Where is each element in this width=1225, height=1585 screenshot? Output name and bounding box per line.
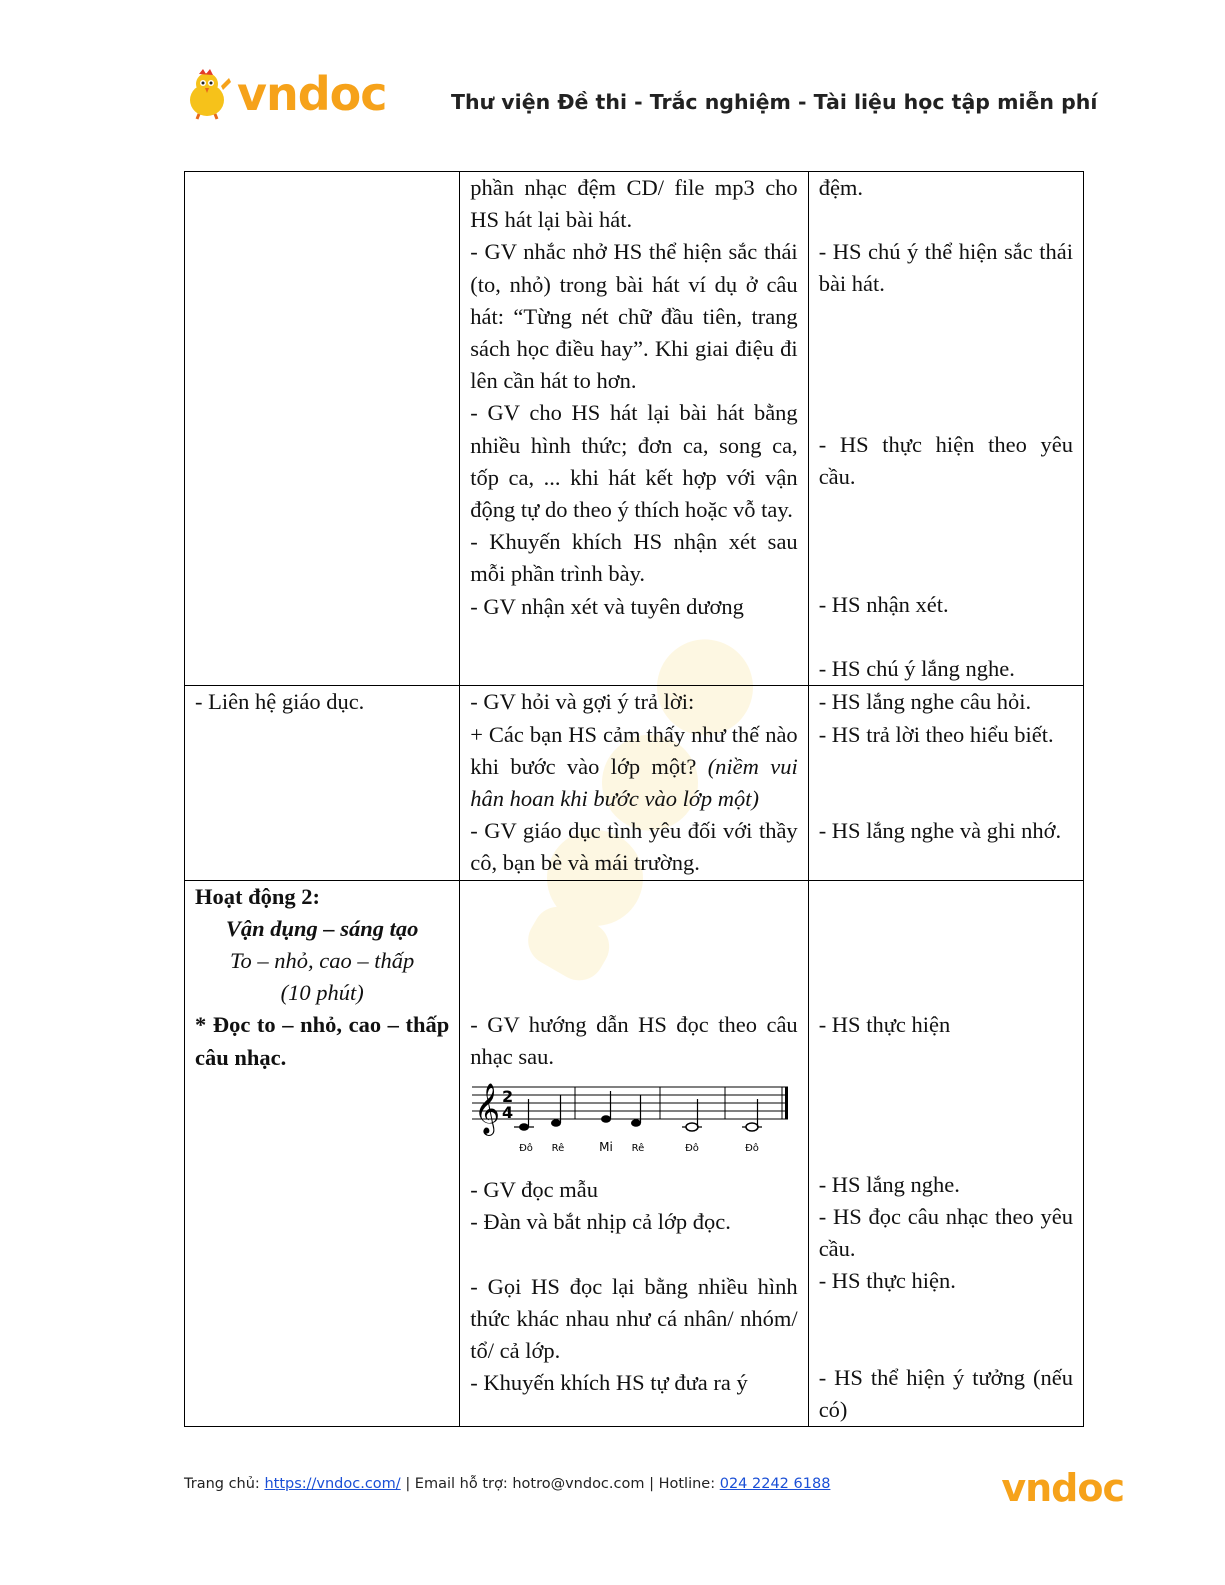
teacher-text: - GV hỏi và gợi ý trả lời: <box>470 689 695 715</box>
teacher-activity-cell <box>460 686 808 880</box>
music-note <box>686 1123 698 1131</box>
student-text: đệm. <box>818 175 864 200</box>
teacher-text: - GV hướng dẫn HS đọc theo câu nhạc sau. <box>470 1011 798 1069</box>
student-text: - HS lắng nghe câu hỏi. <box>818 689 1032 715</box>
activity-cell <box>185 880 460 1426</box>
note-label: Rê <box>551 1143 565 1155</box>
activity-topic: To – nhỏ, cao – thấp <box>230 948 415 974</box>
teacher-text: - GV nhắc nhở HS thể hiện sắc thái (to, nhỏ) trong bài hát ví dụ ở câu hát: “Từng nét chữ đầu tiên, trang sách học điều hay”. Khi giai điệu đi lên cần hát to hơn. <box>470 239 798 394</box>
activity-text: - Liên hệ giáo dục. <box>195 689 365 715</box>
teacher-text: - Khuyến khích HS nhận xét sau mỗi phần trình bày. <box>470 529 798 587</box>
activity-heading: Hoạt động 2: <box>195 883 321 909</box>
music-note <box>746 1123 758 1131</box>
student-activity-cell <box>808 172 1083 686</box>
student-text: - HS lắng nghe và ghi nhớ. <box>818 817 1062 843</box>
page-footer <box>184 1466 1124 1512</box>
music-note <box>631 1119 641 1127</box>
treble-clef-icon: 𝄞 <box>474 1083 501 1135</box>
student-text: - HS chú ý lắng nghe. <box>818 656 1015 682</box>
student-text: - HS đọc câu nhạc theo yêu cầu. <box>818 1204 1073 1262</box>
activity-task: * Đọc to – nhỏ, cao – thấp câu nhạc. <box>195 1012 450 1070</box>
footer-email-label: | Email hỗ trợ: hotro@vndoc.com | Hotline: <box>405 1476 716 1492</box>
note-label: Đô <box>519 1143 534 1155</box>
note-label: Đô <box>685 1143 700 1155</box>
activity-duration: (10 phút) <box>280 980 364 1006</box>
footer-hotline[interactable]: 024 2242 6188 <box>719 1476 831 1492</box>
student-text: - HS thực hiện <box>818 1011 951 1037</box>
footer-contact <box>184 1476 830 1492</box>
student-activity-cell <box>808 686 1083 880</box>
teacher-text: - GV giáo dục tình yêu đối với thầy cô, bạn bè và mái trường. <box>470 818 798 876</box>
table-row <box>185 172 1084 686</box>
activity-cell <box>185 686 460 880</box>
time-signature-top: 2 <box>502 1087 514 1107</box>
teacher-activity-cell <box>460 880 808 1426</box>
student-activity-cell <box>808 880 1083 1426</box>
student-text: - HS lắng nghe. <box>818 1171 960 1197</box>
note-label: Mi <box>599 1140 614 1155</box>
suggested-answer: (niềm vui hân hoan khi bước vào lớp một) <box>470 753 798 812</box>
activity-cell <box>185 172 460 686</box>
teacher-question <box>470 719 797 816</box>
student-text: - HS thể hiện ý tưởng (nếu có) <box>818 1364 1073 1422</box>
teacher-text: + Các bạn HS cảm thấy như thế nào khi bước vào lớp một? <box>470 721 798 779</box>
header-tagline: Thư viện Đề thi - Trắc nghiệm - Tài liệu học tập miễn phí <box>451 90 1098 114</box>
time-signature-bottom: 4 <box>502 1103 514 1123</box>
teacher-activity-cell <box>460 172 808 686</box>
footer-home-label: Trang chủ: <box>184 1476 260 1492</box>
note-label: Đô <box>745 1143 760 1155</box>
footer-home-link[interactable]: https://vndoc.com/ <box>264 1476 401 1492</box>
table-row <box>185 880 1084 1426</box>
teacher-text: - GV nhận xét và tuyên dương <box>470 593 744 619</box>
teacher-text: - Đàn và bắt nhịp cả lớp đọc. <box>470 1209 731 1235</box>
lesson-plan-table <box>184 171 1084 1427</box>
teacher-text: - GV đọc mẫu <box>470 1177 598 1203</box>
student-text: - HS thực hiện theo yêu cầu. <box>818 431 1073 489</box>
note-label: Rê <box>631 1143 645 1155</box>
student-text: - HS thực hiện. <box>818 1268 956 1294</box>
music-note <box>551 1119 561 1127</box>
teacher-text: - GV cho HS hát lại bài hát bằng nhiều hình thức; đơn ca, song ca, tốp ca, ... khi hát kết hợp với vận động tự do theo ý thích hoặc vỗ tay. <box>470 400 798 523</box>
teacher-text: - Gọi HS đọc lại bằng nhiều hình thức khác nhau như cá nhân/ nhóm/ tổ/ cả lớp. <box>470 1273 798 1364</box>
footer-logo[interactable]: vndoc <box>1001 1466 1124 1510</box>
music-note <box>601 1115 611 1123</box>
teacher-text: - Khuyến khích HS tự đưa ra ý <box>470 1370 748 1396</box>
table-row <box>185 686 1084 880</box>
student-text: - HS trả lời theo hiểu biết. <box>818 721 1054 747</box>
vndoc-logo[interactable] <box>185 68 387 120</box>
page-header <box>185 62 1098 132</box>
activity-subheading: Vận dụng – sáng tạo <box>225 915 419 941</box>
student-text: - HS chú ý thể hiện sắc thái bài hát. <box>818 239 1073 297</box>
logo-text: vndoc <box>237 67 387 121</box>
chicken-mascot-icon <box>185 68 233 120</box>
student-text: - HS nhận xét. <box>818 592 949 618</box>
teacher-text: phần nhạc đệm CD/ file mp3 cho HS hát lại bài hát. <box>470 175 798 233</box>
music-note <box>519 1123 529 1131</box>
music-score <box>470 1075 792 1161</box>
